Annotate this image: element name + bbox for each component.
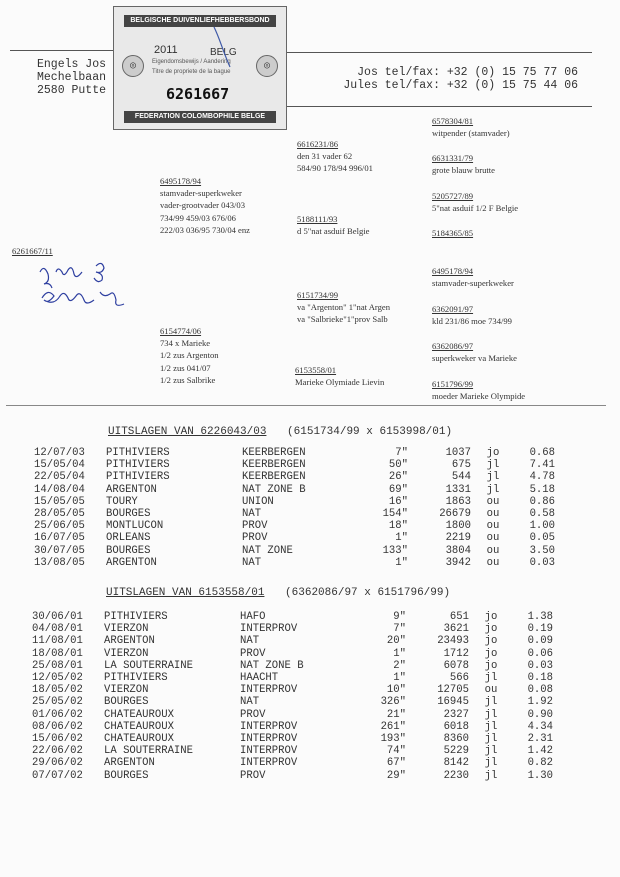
race-position: 326" [380,696,406,709]
race-entries: 2327 [443,708,469,721]
race-position: 154" [382,508,408,521]
race-entries: 566 [449,672,469,685]
race-coefficient: 4.78 [529,471,555,484]
race-class: NAT ZONE B [242,483,306,496]
table-row [34,520,555,532]
race-entries: 12705 [437,684,469,697]
race-class: PROV [240,708,266,721]
race-entries: 2219 [445,532,471,545]
race-coefficient: 1.92 [527,696,553,709]
pedigree-g7: 6362086/97 superkweker va Marieke [432,341,517,364]
race-coefficient: 5.18 [529,483,555,496]
race-coefficient: 0.06 [527,647,553,660]
race-place: PITHIVIERS [104,611,168,623]
table-row [32,684,553,696]
table-row [34,508,555,520]
race-class: NAT ZONE B [240,659,304,672]
race-category: jo [484,611,498,623]
table-row [34,484,555,496]
table-row [32,733,553,745]
contact-jos: Jos tel/fax: +32 (0) 15 75 77 06 [357,66,578,79]
table-row [32,611,553,623]
race-class: NAT [240,696,260,709]
stamp-year: 2011 [154,44,178,56]
race-position: 21" [386,708,406,721]
race-category: jl [484,720,498,733]
ring-left-icon: ◎ [122,55,144,77]
race-position: 1" [395,532,408,545]
race-category: jl [484,708,498,721]
race-date: 29/06/02 [32,757,83,770]
race-date: 18/05/02 [32,684,83,697]
race-position: 67" [386,757,406,770]
race-coefficient: 0.82 [527,757,553,770]
race-class: KEERBERGEN [242,459,306,472]
race-place: ARGENTON [104,635,155,648]
race-place: CHATEAUROUX [104,733,174,746]
race-class: INTERPROV [240,684,298,697]
owner-address [14,58,106,97]
race-coefficient: 0.03 [529,556,555,569]
owner-name: Engels Jos [36,58,106,71]
pedigree-g4: 5184365/85 [432,228,474,238]
race-coefficient: 0.09 [527,635,553,648]
race-date: 08/06/02 [32,720,83,733]
race-position: 9" [393,611,406,623]
table-row [32,672,553,684]
pedigree-divider [6,405,606,406]
table-row [32,648,553,660]
race-position: 7" [393,623,406,636]
race-date: 11/08/01 [32,635,83,648]
header-left-rule [10,50,114,51]
race-position: 74" [386,745,406,758]
race-position: 261" [380,720,406,733]
race-date: 07/07/02 [32,769,83,782]
race-position: 133" [382,544,408,557]
race-category: jl [486,459,500,472]
race-category: jl [484,769,498,782]
race-entries: 1712 [443,647,469,660]
race-category: jo [484,623,498,636]
pedigree-g3: 5205727/89 5"nat asduif 1/2 F Belgie [432,191,519,214]
race-entries: 3942 [445,556,471,569]
race-category: jo [484,647,498,660]
race-date: 15/05/05 [34,495,85,508]
race-date: 16/07/05 [34,532,85,545]
race-place: ORLEANS [106,532,151,545]
race-position: 7" [395,447,408,459]
race-category: ou [486,556,500,569]
race-date: 30/07/05 [34,544,85,557]
race-class: INTERPROV [240,733,298,746]
race-date: 15/06/02 [32,733,83,746]
stamp-ring-number: 6261667 [166,85,230,103]
race-category: ou [486,508,500,521]
race-place: CHATEAUROUX [104,708,174,721]
race-place: LA SOUTERRAINE [104,659,194,672]
race-category: ou [486,532,500,545]
handwriting-signature [30,258,140,328]
table-row [34,496,555,508]
race-place: BOURGES [106,544,151,557]
race-position: 1" [395,556,408,569]
race-place: MONTLUCON [106,520,164,533]
race-coefficient: 0.90 [527,708,553,721]
results-title-2: UITSLAGEN VAN 6153558/01 [106,587,265,599]
results-parents-1: (6151734/99 x 6153998/01) [287,426,453,438]
race-class: INTERPROV [240,623,298,636]
race-category: jo [486,447,500,459]
table-row [32,709,553,721]
table-row [32,623,553,635]
race-category: jl [484,672,498,685]
race-category: ou [486,495,500,508]
stamp-line1: Eigendomsbewijs / Aandering [152,59,231,65]
race-place: BOURGES [104,769,149,782]
race-category: jl [484,757,498,770]
race-place: ARGENTON [106,556,157,569]
race-class: PROV [242,520,268,533]
results-title-1: UITSLAGEN VAN 6226043/03 [108,426,267,438]
race-entries: 23493 [437,635,469,648]
race-position: 18" [388,520,408,533]
race-class: HAACHT [240,672,279,685]
race-category: jo [484,659,498,672]
table-row [34,459,555,471]
race-category: ou [486,544,500,557]
race-date: 25/06/05 [34,520,85,533]
race-place: VIERZON [104,647,149,660]
pedigree-g2: 6631331/79 grote blauw brutte [432,153,496,176]
race-date: 04/08/01 [32,623,83,636]
race-coefficient: 7.41 [529,459,555,472]
race-entries: 1800 [445,520,471,533]
table-row [32,770,553,782]
race-coefficient: 0.05 [529,532,555,545]
race-class: NAT [242,508,262,521]
results-parents-2: (6362086/97 x 6151796/99) [285,587,451,599]
race-place: CHATEAUROUX [104,720,174,733]
race-date: 18/08/01 [32,647,83,660]
race-entries: 675 [451,459,471,472]
results-table-2 [32,611,553,782]
race-category: jl [484,696,498,709]
race-date: 28/05/05 [34,508,85,521]
race-date: 30/06/01 [32,611,83,623]
race-entries: 8360 [443,733,469,746]
race-place: BOURGES [104,696,149,709]
race-entries: 16945 [437,696,469,709]
race-coefficient: 0.68 [529,447,555,459]
race-position: 20" [386,635,406,648]
race-position: 1" [393,672,406,685]
race-entries: 1331 [445,483,471,496]
race-coefficient: 1.38 [527,611,553,623]
race-category: jl [486,483,500,496]
race-position: 1" [393,647,406,660]
table-row [34,471,555,483]
race-entries: 651 [449,611,469,623]
race-place: PITHIVIERS [106,447,170,459]
race-class: HAFO [240,611,266,623]
race-place: LA SOUTERRAINE [104,745,194,758]
race-class: PROV [242,532,268,545]
race-place: PITHIVIERS [104,672,168,685]
race-entries: 6078 [443,659,469,672]
race-coefficient: 2.31 [527,733,553,746]
race-coefficient: 3.50 [529,544,555,557]
ring-right-icon: ◎ [256,55,278,77]
race-date: 13/08/05 [34,556,85,569]
stamp-country: BELG [210,47,237,58]
race-position: 10" [386,684,406,697]
results-heading-2 [106,587,450,599]
race-position: 193" [380,733,406,746]
race-class: KEERBERGEN [242,447,306,459]
pedigree-sire: 6151734/99 va "Argenton" 1"nat Argen va "Salbrieke"1"prov Salb [297,290,391,325]
table-row [34,532,555,544]
race-place: VIERZON [104,623,149,636]
race-coefficient: 1.42 [527,745,553,758]
race-category: jl [484,733,498,746]
race-position: 29" [386,769,406,782]
pedigree-gs-2: 5188111/93 d 5"nat asduif Belgie [297,214,370,237]
race-class: INTERPROV [240,745,298,758]
race-date: 01/06/02 [32,708,83,721]
race-date: 25/05/02 [32,696,83,709]
results-table-1 [34,447,555,569]
race-place: ARGENTON [104,757,155,770]
pedigree-gs-1: 6616231/86 den 31 vader 62 584/90 178/94 996/01 [297,139,373,174]
table-row [32,745,553,757]
pedigree-g1: 6578304/81 witpender (stamvader) [432,116,510,139]
race-entries: 1863 [445,495,471,508]
pedigree-g5: 6495178/94 stamvader-superkweker [432,266,514,289]
race-place: PITHIVIERS [106,459,170,472]
race-category: jo [484,635,498,648]
race-entries: 3804 [445,544,471,557]
results-heading-1 [108,426,452,438]
race-date: 22/05/04 [34,471,85,484]
race-place: PITHIVIERS [106,471,170,484]
race-category: jl [486,471,500,484]
pedigree-sire-dam: 6154774/06 734 x Marieke 1/2 zus Argenton 1/2 zus 041/07 1/2 zus Salbrike [160,326,219,385]
race-category: ou [486,520,500,533]
pedigree-dam: 6153558/01 Marieke Olymiade Lievin [295,365,385,388]
race-date: 25/08/01 [32,659,83,672]
header-right-rule [286,52,592,53]
race-category: jl [484,745,498,758]
race-coefficient: 0.18 [527,672,553,685]
race-class: UNION [242,495,274,508]
race-coefficient: 0.08 [527,684,553,697]
header-bottom-rule [286,106,592,107]
table-row [34,447,555,459]
race-place: BOURGES [106,508,151,521]
race-date: 12/07/03 [34,447,85,459]
race-coefficient: 1.00 [529,520,555,533]
ring-certificate-stamp [113,6,287,130]
pedigree-sire-sire: 6495178/94 stamvader-superkweker vader-grootvader 043/03 734/99 459/03 676/06 222/03 036/95 730/04 enz [160,176,250,235]
race-entries: 6018 [443,720,469,733]
stamp-pen-mark [210,25,236,69]
race-coefficient: 4.34 [527,720,553,733]
table-row [32,721,553,733]
race-entries: 544 [451,471,471,484]
race-place: ARGENTON [106,483,157,496]
race-place: TOURY [106,495,138,508]
table-row [32,757,553,769]
handwritten-note [30,258,140,328]
stamp-bottom-band: FEDERATION COLOMBOPHILE BELGE [124,111,276,123]
race-coefficient: 0.86 [529,495,555,508]
race-class: INTERPROV [240,720,298,733]
contact-block [322,66,578,92]
race-position: 16" [388,495,408,508]
stamp-top-band: BELGISCHE DUIVENLIEFHEBBERSBOND [124,15,276,27]
race-date: 14/08/04 [34,483,85,496]
race-position: 69" [388,483,408,496]
race-coefficient: 0.03 [527,659,553,672]
race-class: KEERBERGEN [242,471,306,484]
race-entries: 5229 [443,745,469,758]
pedigree-subject: 6261667/11 [12,246,53,256]
race-entries: 3621 [443,623,469,636]
race-date: 15/05/04 [34,459,85,472]
race-entries: 2230 [443,769,469,782]
race-coefficient: 0.58 [529,508,555,521]
race-date: 22/06/02 [32,745,83,758]
stamp-line2: Titre de propriete de la bague [152,69,231,75]
race-entries: 8142 [443,757,469,770]
race-class: NAT [240,635,260,648]
table-row [32,660,553,672]
race-position: 50" [388,459,408,472]
race-position: 2" [393,659,406,672]
table-row [34,557,555,569]
table-row [32,635,553,647]
table-row [34,545,555,557]
pedigree-g8: 6151796/99 moeder Marieke Olympide [432,379,526,402]
race-class: NAT [242,556,262,569]
contact-jules: Jules tel/fax: +32 (0) 15 75 44 06 [343,79,578,92]
race-class: PROV [240,769,266,782]
race-entries: 1037 [445,447,471,459]
race-coefficient: 0.19 [527,623,553,636]
race-class: PROV [240,647,266,660]
race-class: INTERPROV [240,757,298,770]
race-coefficient: 1.30 [527,769,553,782]
race-category: ou [484,684,498,697]
pedigree-g6: 6362091/97 kld 231/86 moe 734/99 [432,304,512,327]
race-date: 12/05/02 [32,672,83,685]
table-row [32,696,553,708]
race-position: 26" [388,471,408,484]
race-place: VIERZON [104,684,149,697]
race-class: NAT ZONE [242,544,293,557]
owner-city: 2580 Putte [36,84,106,97]
race-entries: 26679 [439,508,471,521]
owner-street: Mechelbaan [36,71,106,84]
